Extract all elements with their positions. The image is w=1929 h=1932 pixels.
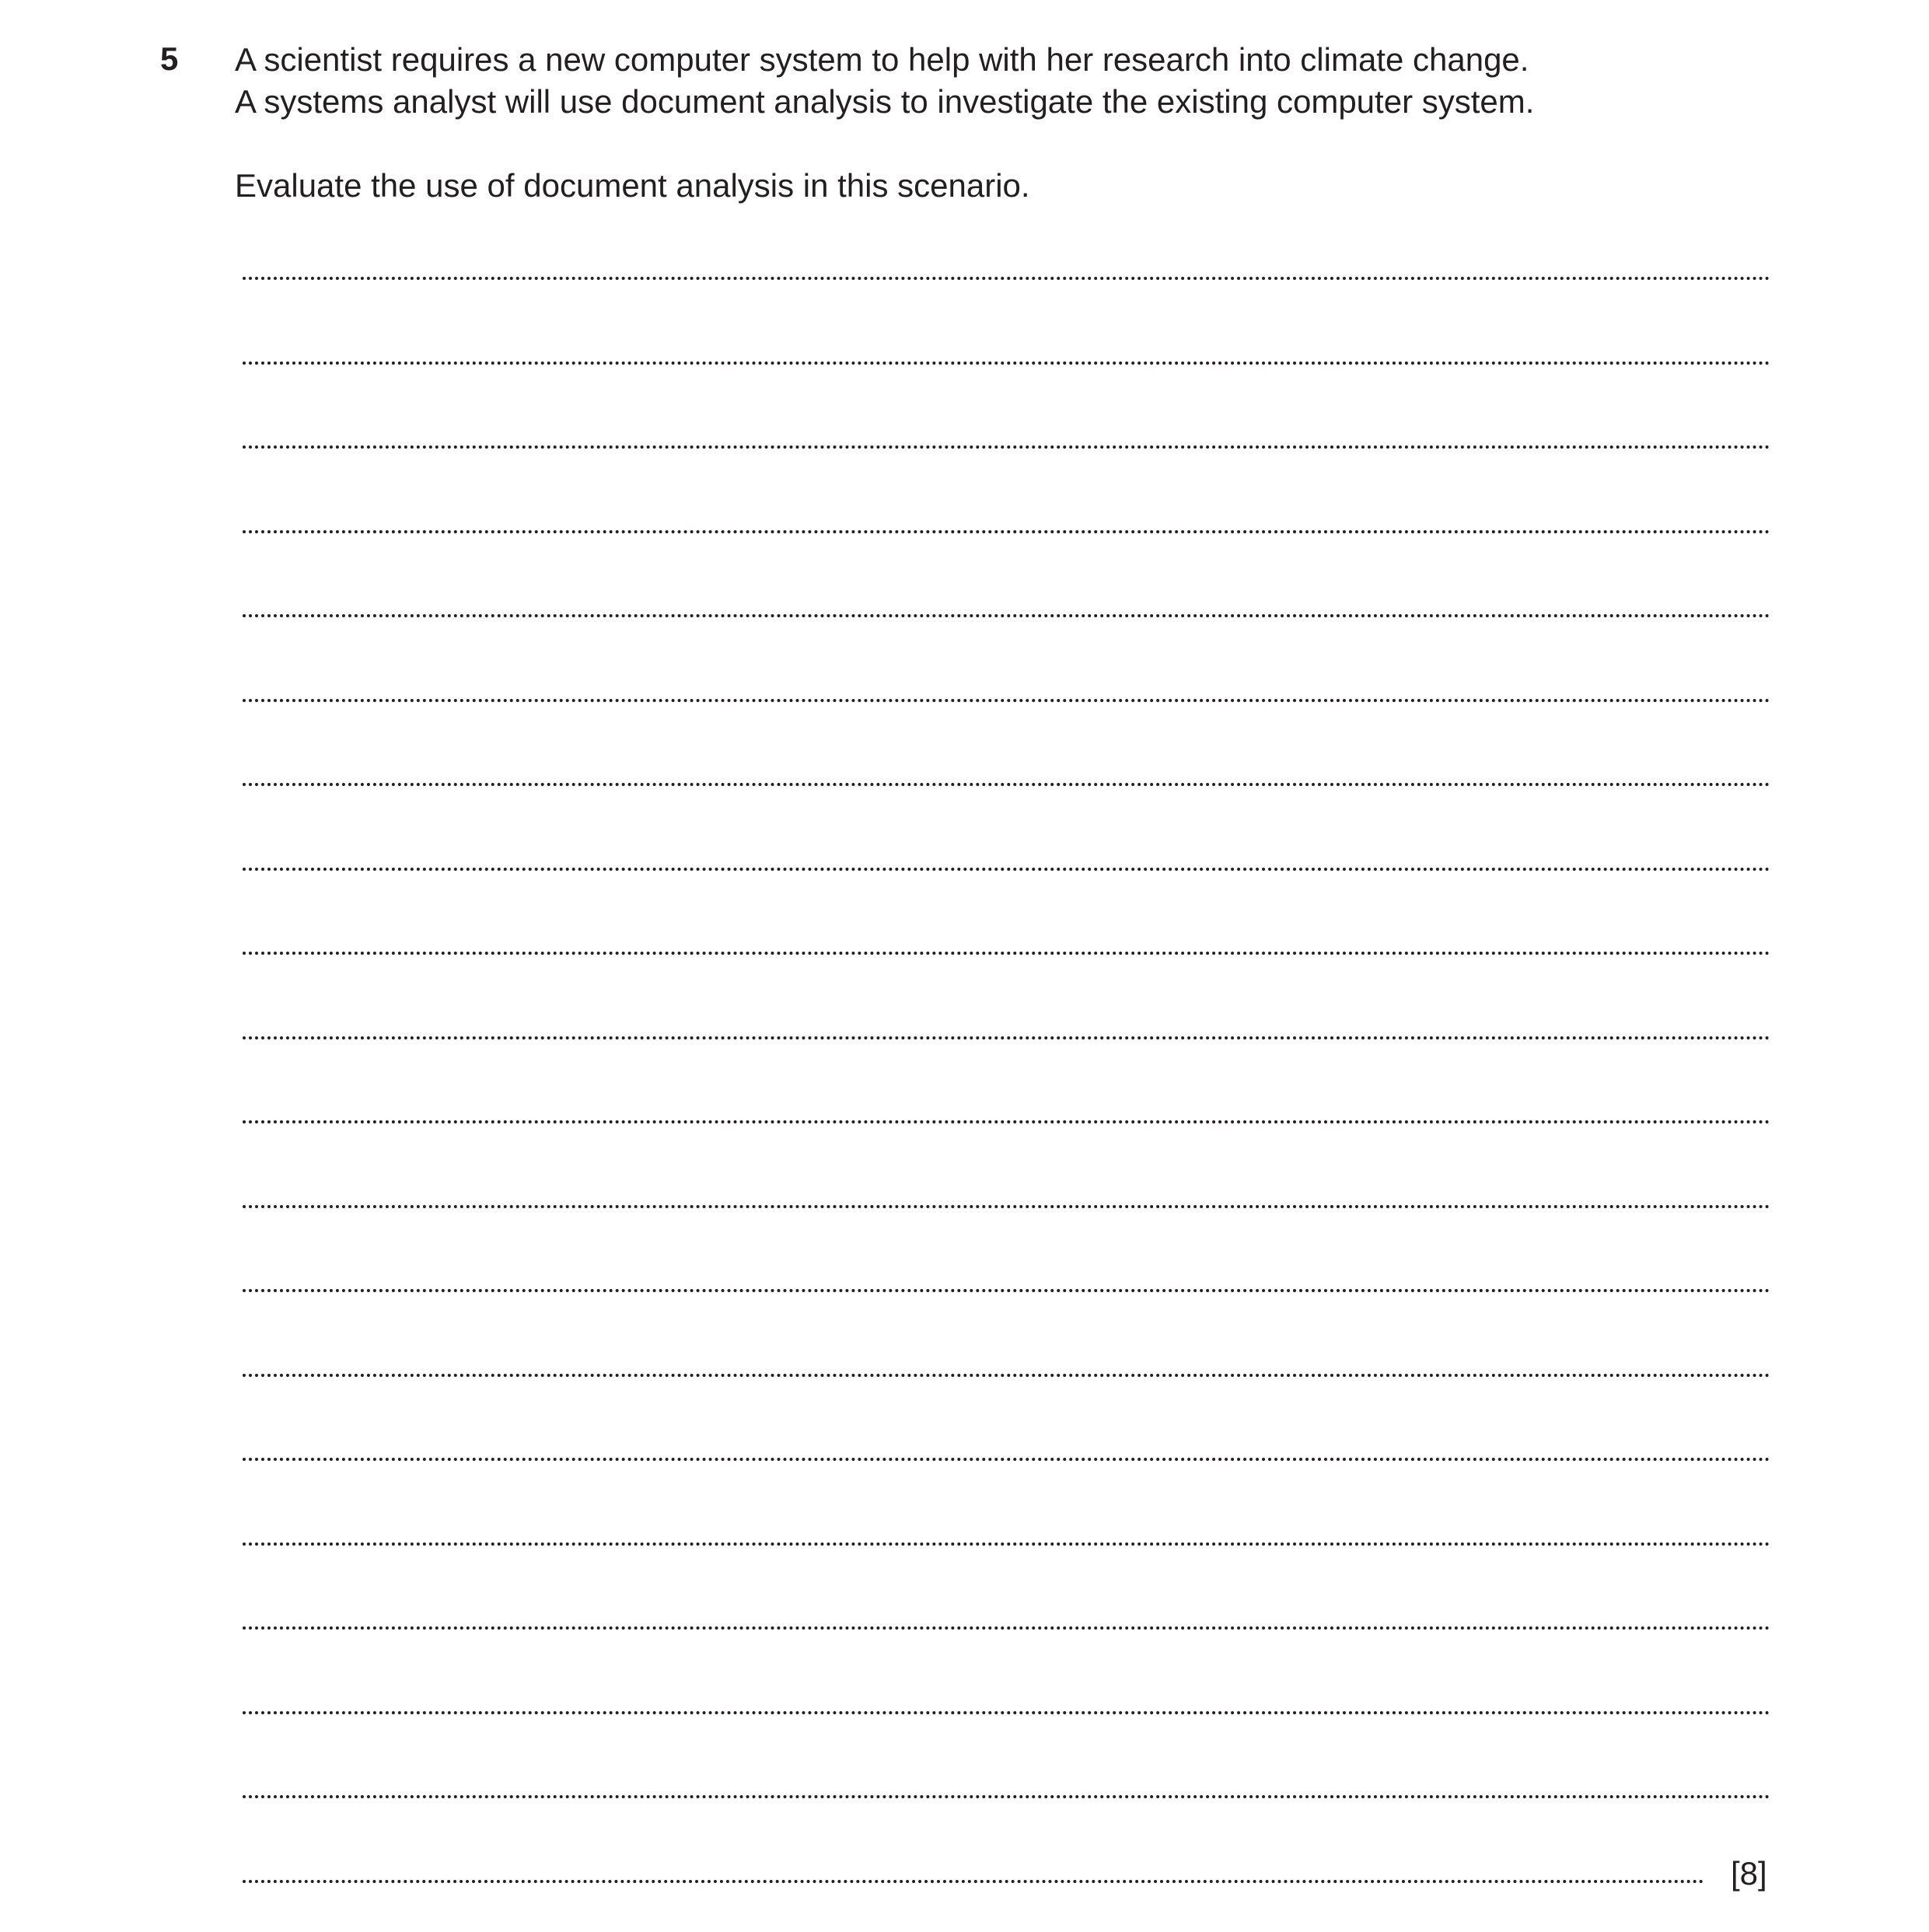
question-stem-line-1: A scientist requires a new computer system to help with her research into climate change. <box>235 41 1529 78</box>
answer-line[interactable] <box>243 277 1770 280</box>
question-instruction: Evaluate the use of document analysis in this scenario. <box>235 167 1030 204</box>
answer-line[interactable] <box>243 1458 1770 1461</box>
answer-line[interactable] <box>243 952 1770 955</box>
answer-line[interactable] <box>243 1289 1770 1292</box>
answer-line[interactable] <box>243 1036 1770 1039</box>
answer-line[interactable] <box>243 530 1770 533</box>
answer-line[interactable] <box>243 1542 1770 1546</box>
answer-line[interactable] <box>243 699 1770 702</box>
marks-label: [8] <box>1731 1855 1767 1892</box>
answer-line[interactable] <box>243 1120 1770 1123</box>
question-stem-line-2: A systems analyst will use document analysis to investigate the existing computer system. <box>235 83 1535 120</box>
answer-line[interactable] <box>243 1374 1770 1377</box>
answer-line[interactable] <box>243 1205 1770 1208</box>
answer-line[interactable] <box>243 1795 1770 1798</box>
question-number: 5 <box>160 40 179 77</box>
answer-line[interactable] <box>243 868 1770 871</box>
answer-line[interactable] <box>243 445 1770 449</box>
answer-line[interactable] <box>243 783 1770 786</box>
answer-line[interactable] <box>243 614 1770 617</box>
answer-line[interactable] <box>243 1880 1704 1883</box>
answer-line[interactable] <box>243 1711 1770 1714</box>
answer-line[interactable] <box>243 362 1770 365</box>
question-stem <box>235 39 1790 123</box>
answer-line[interactable] <box>243 1626 1770 1630</box>
